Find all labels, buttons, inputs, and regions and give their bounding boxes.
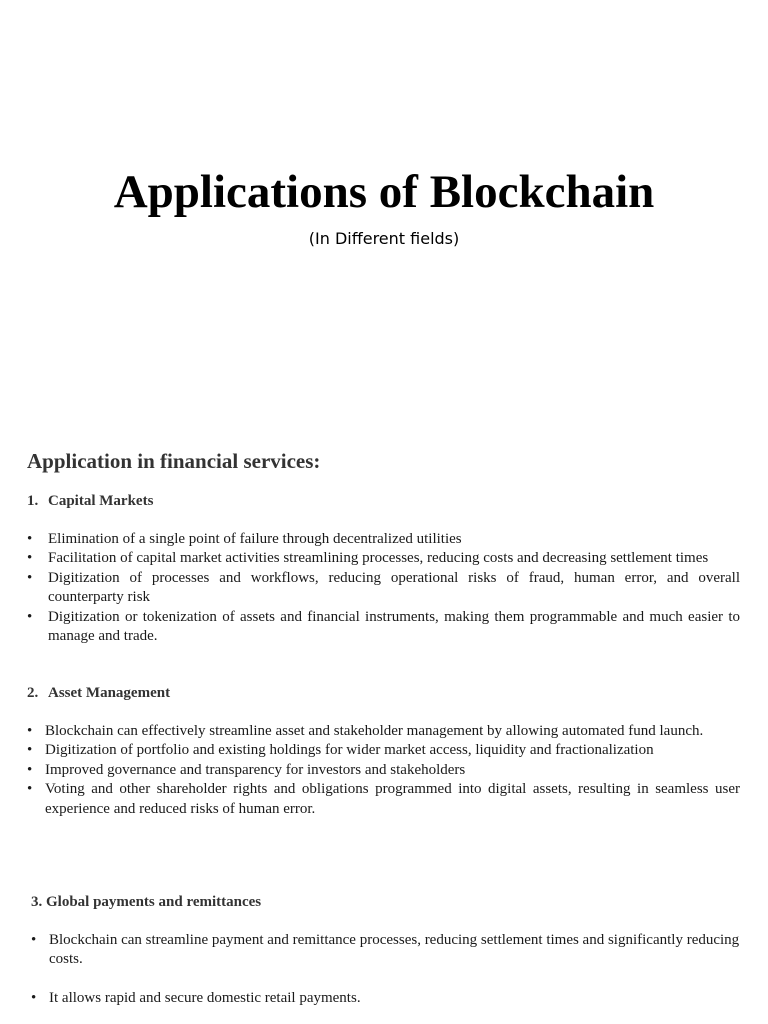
list-item (27, 569, 740, 608)
subsection-heading-asset-management (27, 683, 170, 703)
list-item (27, 761, 740, 780)
bullet-icon: • (27, 569, 33, 586)
bullet-list-global-payments (31, 931, 740, 1009)
list-item-text: Voting and other shareholder rights and obligations programmed into digital assets, resulting in seamless user experience and reduced risks of human error. (45, 781, 740, 817)
list-item (27, 549, 740, 568)
list-item (27, 530, 740, 549)
bullet-icon: • (27, 531, 33, 547)
list-item (27, 780, 740, 819)
subsection-title: Global payments and remittances (46, 894, 262, 910)
subsection-number: 3. (31, 894, 43, 910)
page-title: Applications of Blockchain (113, 166, 655, 218)
list-item-text: Digitization of processes and workflows, reducing operational risks of fraud, human error, and overall counterparty risk (48, 569, 740, 606)
list-item (27, 722, 740, 741)
list-item-text: Elimination of a single point of failure through decentralized utilities (48, 531, 462, 547)
list-item-text: Blockchain can streamline payment and remittance processes, reducing settlement times and significantly reducing costs. (49, 932, 740, 968)
section-heading: Application in financial services: (27, 449, 321, 473)
subsection-number: 1. (27, 493, 39, 509)
bullet-icon: • (27, 723, 33, 739)
bullet-icon: • (27, 781, 33, 798)
list-item-text: Facilitation of capital market activities streamlining processes, reducing costs and decreasing settlement times (48, 550, 709, 567)
list-item (27, 741, 740, 760)
list-item (31, 931, 740, 970)
list-item-text: It allows rapid and secure domestic retail payments. (49, 990, 361, 1007)
bullet-icon: • (27, 550, 33, 567)
subsection-heading-global-payments (31, 892, 261, 912)
list-item-text: Improved governance and transparency for investors and stakeholders (45, 761, 466, 778)
bullet-icon: • (27, 761, 33, 778)
subsection-number: 2. (27, 685, 39, 701)
list-item (27, 608, 740, 647)
bullet-icon: • (31, 932, 37, 948)
bullet-list-asset-management (27, 722, 740, 819)
subsection-title: Asset Management (48, 685, 171, 701)
bullet-list-capital-markets (27, 530, 740, 646)
bullet-icon: • (31, 990, 37, 1007)
list-item-text: Blockchain can effectively streamline asset and stakeholder management by allowing automated fund launch. (45, 723, 704, 739)
page-subtitle: (In Different fields) (308, 229, 460, 248)
subsection-heading-capital-markets (27, 491, 153, 511)
bullet-icon: • (27, 742, 33, 759)
list-item (31, 989, 740, 1008)
list-item-text: Digitization or tokenization of assets and financial instruments, making them programmable and much easier to manage and trade. (48, 608, 740, 645)
list-item-text: Digitization of portfolio and existing holdings for wider market access, liquidity and fractionalization (45, 742, 654, 759)
bullet-icon: • (27, 608, 33, 625)
subsection-title: Capital Markets (48, 493, 154, 509)
